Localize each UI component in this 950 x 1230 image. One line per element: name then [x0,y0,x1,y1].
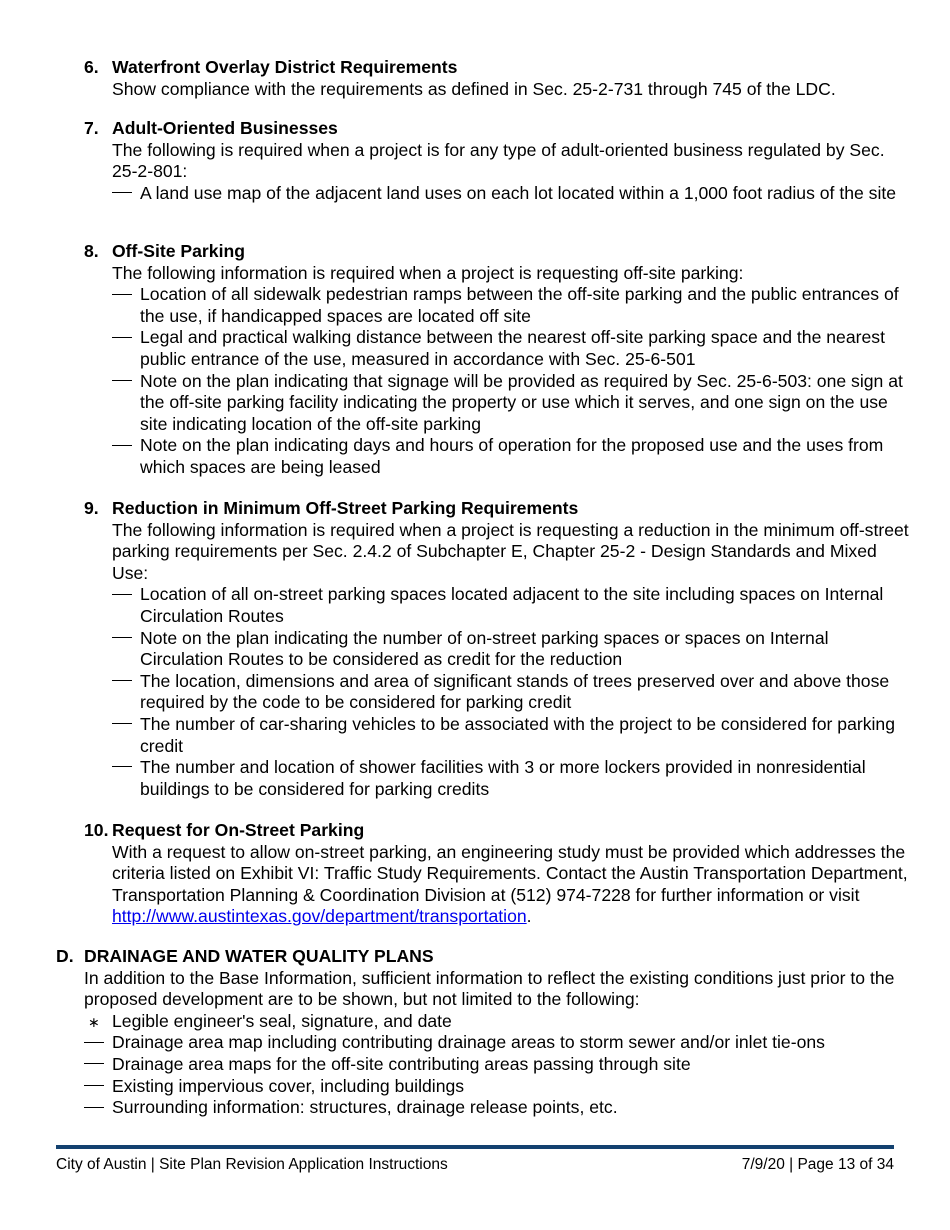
section-7 [84,118,914,204]
dash-bullet-icon [84,1042,104,1043]
dash-bullet-icon [84,1063,104,1064]
section-text: The following information is required when a project is requesting off-site parking: [112,262,744,283]
dash-bullet-icon [84,1107,104,1108]
list-item: The location, dimensions and area of significant stands of trees preserved over and above those required by the code to be considered for parking credit [112,671,914,714]
list-item: Location of all sidewalk pedestrian ramps between the off-site parking and the public entrances of the use, if handicapped spaces are located off site [112,284,914,327]
section-number: 8. [84,241,99,261]
list-item: Drainage area maps for the off-site contributing areas passing through site [84,1054,916,1076]
dash-bullet-icon [112,723,132,724]
list-item: Note on the plan indicating days and hours of operation for the proposed use and the uses from which spaces are being leased [112,435,914,478]
requirement-list [112,183,914,205]
section-title: Request for On-Street Parking [112,820,365,840]
dash-bullet-icon [112,445,132,446]
section-number: 7. [84,118,99,138]
section-title: Off-Site Parking [112,241,245,261]
footer-rule [56,1145,894,1149]
asterisk-bullet-icon: ∗ [88,1013,100,1030]
section-text: The following information is required when a project is requesting a reduction in the minimum off-street parking requirements per Sec. 2.4.2 of Subchapter E, Chapter 25-2 - Design Standards and Mixed Use: [112,519,909,583]
section-title: Adult-Oriented Businesses [112,118,338,138]
footer-document-title: City of Austin | Site Plan Revision Application Instructions [56,1156,448,1173]
section-number: 10. [84,820,109,840]
list-item: ∗ Legible engineer's seal, signature, and date [84,1011,916,1033]
section-title: Waterfront Overlay District Requirements [112,57,458,77]
section-text: In addition to the Base Information, sufficient information to reflect the existing conditions just prior to the proposed development are to be shown, but not limited to the following: [84,967,895,1010]
list-item: Location of all on-street parking spaces located adjacent to the site including spaces on Internal Circulation Routes [112,584,914,627]
requirement-list [84,1011,916,1119]
dash-bullet-icon [112,294,132,295]
section-text: Show compliance with the requirements as defined in Sec. 25-2-731 through 745 of the LDC. [112,78,836,99]
list-item: Drainage area map including contributing drainage areas to storm sewer and/or inlet tie-ons [84,1032,916,1054]
dash-bullet-icon [112,192,132,193]
section-number: D. [56,946,74,966]
list-item: The number of car-sharing vehicles to be associated with the project to be considered for parking credit [112,714,914,757]
dash-bullet-icon [112,594,132,595]
list-item: A land use map of the adjacent land uses on each lot located within a 1,000 foot radius of the site [112,183,914,205]
section-title: DRAINAGE AND WATER QUALITY PLANS [84,946,434,966]
requirement-list [112,284,914,478]
dash-bullet-icon [84,1085,104,1086]
dash-bullet-icon [112,766,132,767]
section-number: 9. [84,498,99,518]
section-10 [84,820,914,928]
section-title: Reduction in Minimum Off-Street Parking Requirements [112,498,579,518]
list-item: Legal and practical walking distance between the nearest off-site parking space and the nearest public entrance of the use, measured in accordance with Sec. 25-6-501 [112,327,914,370]
section-8 [84,241,914,479]
dash-bullet-icon [112,337,132,338]
section-text: The following is required when a project is for any type of adult-oriented business regulated by Sec. 25-2-801: [112,139,885,182]
section-9 [84,498,914,800]
section-text: With a request to allow on-street parking, an engineering study must be provided which addresses the criteria listed on Exhibit VI: Traffic Study Requirements. Contact the Austin Transportation Department, Transportation Planning & Coordination Division at (512) 974-7228 for further information or visit http://www.austintexas.gov/department/transportation. [112,841,908,927]
list-item: Surrounding information: structures, drainage release points, etc. [84,1097,916,1119]
dash-bullet-icon [112,637,132,638]
list-item: The number and location of shower facilities with 3 or more lockers provided in nonresidential buildings to be considered for parking credits [112,757,914,800]
section-number: 6. [84,57,99,77]
section-6 [84,57,914,100]
footer-page-number: 7/9/20 | Page 13 of 34 [741,1156,894,1173]
dash-bullet-icon [112,380,132,381]
list-item: Note on the plan indicating that signage will be provided as required by Sec. 25-6-503: one sign at the off-site parking facility indicating the property or use which it serves, and one sign on the use site indicating location of the off-site parking [112,371,914,436]
transportation-link[interactable]: http://www.austintexas.gov/department/transportation [112,906,527,927]
requirement-list [112,584,914,800]
list-item: Existing impervious cover, including buildings [84,1076,916,1098]
dash-bullet-icon [112,680,132,681]
section-d [56,946,916,1119]
list-item: Note on the plan indicating the number of on-street parking spaces or spaces on Internal Circulation Routes to be considered as credit for the reduction [112,628,914,671]
